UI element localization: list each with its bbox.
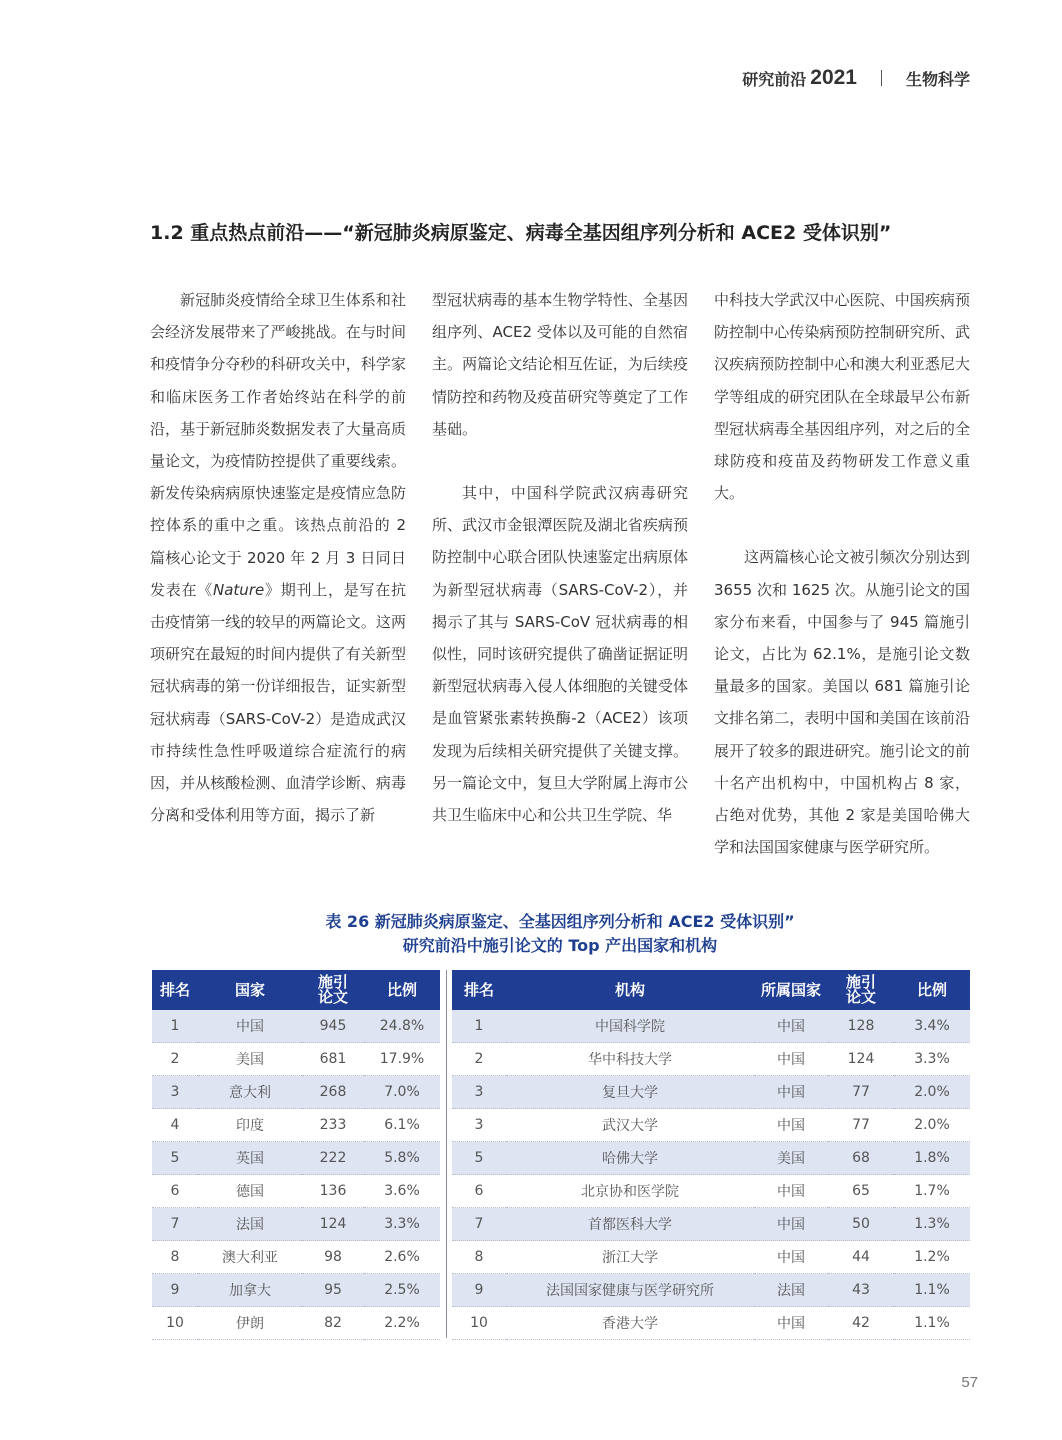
body-text [150,284,972,884]
institution-row [452,1076,970,1109]
cell-share: 24.8% [364,1010,440,1043]
country-row [152,1076,440,1109]
cell-papers: 44 [828,1241,894,1274]
cell-rank: 8 [152,1241,198,1274]
cell-share: 3.6% [364,1175,440,1208]
table-divider [446,970,447,1338]
cell-rank: 7 [452,1208,506,1241]
header-year: 2021 [810,66,857,89]
country-row [152,1043,440,1076]
col-header-papers-line-2: 论文 [317,988,348,1006]
journal-name: Nature [213,580,265,599]
cell-share: 2.0% [894,1076,970,1109]
cell-share: 1.2% [894,1241,970,1274]
institution-row [452,1307,970,1340]
cell-papers: 77 [828,1109,894,1142]
cell-rank: 5 [152,1142,198,1175]
cell-share: 1.7% [894,1175,970,1208]
cell-country: 中国 [754,1109,828,1142]
table-caption-line-2: 研究前沿中施引论文的 Top 产出国家和机构 [402,936,718,955]
cell-rank: 10 [452,1307,506,1340]
text-column-2 [432,284,688,831]
paragraph-2-continued: 中科技大学武汉中心医院、中国疾病预防控制中心传染病预防控制研究所、武汉疾病预防控制中心和澳大利亚悉尼大学等组成的研究团队在全球最早公布新型冠状病毒全基因组序列，对之后的全球防疫和疫苗及药物研发工作意义重大。 [714,291,970,503]
cell-share: 6.1% [364,1109,440,1142]
cell-institution: 武汉大学 [506,1109,754,1142]
cell-country: 中国 [754,1175,828,1208]
cell-papers: 136 [302,1175,364,1208]
country-row [152,1274,440,1307]
country-row [152,1241,440,1274]
cell-rank: 3 [452,1109,506,1142]
paragraph-1 [150,284,406,831]
header-field: 生物科学 [905,69,970,89]
cell-share: 2.6% [364,1241,440,1274]
institution-row [452,1175,970,1208]
cell-papers: 42 [828,1307,894,1340]
cell-country: 英国 [198,1142,302,1175]
cell-country: 中国 [754,1241,828,1274]
cell-share: 3.3% [364,1208,440,1241]
running-header [742,64,970,92]
cell-institution: 香港大学 [506,1307,754,1340]
cell-rank: 5 [452,1142,506,1175]
institution-row [452,1010,970,1043]
cell-rank: 8 [452,1241,506,1274]
cell-country: 印度 [198,1109,302,1142]
cell-papers: 68 [828,1142,894,1175]
institution-row [452,1109,970,1142]
cell-country: 美国 [198,1043,302,1076]
cell-country: 美国 [754,1142,828,1175]
col-header-rank: 排名 [152,970,198,1010]
country-row [152,1175,440,1208]
cell-institution: 法国国家健康与医学研究所 [506,1274,754,1307]
institution-row [452,1043,970,1076]
cell-country: 意大利 [198,1076,302,1109]
table-caption [150,910,970,958]
cell-rank: 2 [452,1043,506,1076]
cell-papers: 50 [828,1208,894,1241]
page-number: 57 [961,1374,978,1391]
cell-institution: 华中科技大学 [506,1043,754,1076]
cell-country: 中国 [754,1043,828,1076]
country-row [152,1307,440,1340]
cell-country: 法国 [198,1208,302,1241]
paragraph-1-part-b: 》期刊上，是写在抗击疫情第一线的较早的两篇论文。这两项研究在最短的时间内提供了有关新型冠状病毒的第一份详细报告，证实新型冠状病毒（SARS-CoV-2）是造成武汉市持续性急性呼吸道综合症流行的病因，并从核酸检测、血清学诊断、病毒分离和受体利用等方面，揭示了新 [150,580,406,825]
text-column-1 [150,284,406,831]
header-series: 研究前沿 [742,69,807,89]
col-header-papers-line-1: 施引 [317,973,348,991]
cell-institution: 哈佛大学 [506,1142,754,1175]
cell-share: 1.1% [894,1307,970,1340]
cell-papers: 233 [302,1109,364,1142]
cell-share: 3.3% [894,1043,970,1076]
paragraph-3: 这两篇核心论文被引频次分别达到 3655 次和 1625 次。从施引论文的国家分布来看，中国参与了 945 篇施引论文，占比为 62.1%，是施引论文数量最多的国家。美国以 681 篇施引论文排名第二，表明中国和美国在该前沿展开了较多的跟进研究。施引论文的前十名产出机构中，中国机构占 8 家，占绝对优势，其他 2 家是美国哈佛大学和法国国家健康与医学研究所。 [714,548,970,857]
cell-papers: 77 [828,1076,894,1109]
table-caption-line-1: 表 26 新冠肺炎病原鉴定、全基因组序列分析和 ACE2 受体识别” [325,912,795,931]
text-column-3 [714,284,970,863]
cell-papers: 124 [828,1043,894,1076]
cell-institution: 浙江大学 [506,1241,754,1274]
cell-country: 中国 [754,1076,828,1109]
cell-rank: 6 [452,1175,506,1208]
cell-rank: 7 [152,1208,198,1241]
cell-share: 2.5% [364,1274,440,1307]
cell-country: 澳大利亚 [198,1241,302,1274]
institution-row [452,1274,970,1307]
cell-rank: 2 [152,1043,198,1076]
cell-papers: 681 [302,1043,364,1076]
cell-papers: 222 [302,1142,364,1175]
cell-share: 7.0% [364,1076,440,1109]
col-header-rank: 排名 [452,970,506,1010]
cell-share: 1.3% [894,1208,970,1241]
col-header-share: 比例 [894,970,970,1010]
cell-papers: 82 [302,1307,364,1340]
institution-row [452,1241,970,1274]
cell-papers: 128 [828,1010,894,1043]
cell-institution: 首都医科大学 [506,1208,754,1241]
country-row [152,1109,440,1142]
cell-institution: 中国科学院 [506,1010,754,1043]
col-header-institution: 机构 [506,970,754,1010]
paragraph-1-continued: 型冠状病毒的基本生物学特性、全基因组序列、ACE2 受体以及可能的自然宿主。两篇论文结论相互佐证，为后续疫情防控和药物及疫苗研究等奠定了工作基础。 [432,291,688,438]
cell-country: 法国 [754,1274,828,1307]
cell-country: 中国 [754,1208,828,1241]
cell-share: 1.1% [894,1274,970,1307]
paragraph-2: 其中，中国科学院武汉病毒研究所、武汉市金银潭医院及湖北省疾病预防控制中心联合团队快速鉴定出病原体为新型冠状病毒（SARS-CoV-2），并揭示了其与 SARS-CoV 冠状病毒的相似性，同时该研究提供了确凿证据证明新型冠状病毒入侵人体细胞的关键受体是血管紧张素转换酶-2（ACE2）该项发现为后续相关研究提供了关键支撑。另一篇论文中，复旦大学附属上海市公共卫生临床中心和公共卫生学院、华 [432,484,688,825]
institution-table [452,970,970,1340]
cell-rank: 6 [152,1175,198,1208]
col-header-papers-line-2: 论文 [845,988,876,1006]
cell-rank: 9 [152,1274,198,1307]
cell-country: 伊朗 [198,1307,302,1340]
institution-row [452,1208,970,1241]
cell-papers: 124 [302,1208,364,1241]
cell-country: 德国 [198,1175,302,1208]
cell-country: 中国 [754,1010,828,1043]
cell-rank: 1 [152,1010,198,1043]
cell-papers: 98 [302,1241,364,1274]
cell-share: 3.4% [894,1010,970,1043]
cell-share: 2.0% [894,1109,970,1142]
cell-rank: 10 [152,1307,198,1340]
cell-country: 中国 [198,1010,302,1043]
cell-share: 17.9% [364,1043,440,1076]
cell-papers: 43 [828,1274,894,1307]
country-row [152,1208,440,1241]
col-header-papers [302,970,364,1010]
cell-share: 2.2% [364,1307,440,1340]
cell-rank: 3 [452,1076,506,1109]
cell-rank: 9 [452,1274,506,1307]
country-table [152,970,440,1340]
cell-share: 5.8% [364,1142,440,1175]
cell-institution: 复旦大学 [506,1076,754,1109]
paragraph-1-part-a: 新冠肺炎疫情给全球卫生体系和社会经济发展带来了严峻挑战。在与时间和疫情争分夺秒的科研攻关中，科学家和临床医务工作者始终站在科学的前沿，基于新冠肺炎数据发表了大量高质量论文，为疫情防控提供了重要线索。新发传染病病原快速鉴定是疫情应急防控体系的重中之重。该热点前沿的 2 篇核心论文于 2020 年 2 月 3 日同日发表在《 [150,291,406,599]
cell-institution: 北京协和医学院 [506,1175,754,1208]
cell-rank: 1 [452,1010,506,1043]
col-header-country: 国家 [198,970,302,1010]
country-table-header [152,970,440,1010]
col-header-papers-line-1: 施引 [845,973,876,991]
cell-papers: 268 [302,1076,364,1109]
section-title: 1.2 重点热点前沿——“新冠肺炎病原鉴定、病毒全基因组序列分析和 ACE2 受体识别” [150,222,892,244]
cell-papers: 95 [302,1274,364,1307]
cell-country: 中国 [754,1307,828,1340]
col-header-share: 比例 [364,970,440,1010]
country-row [152,1010,440,1043]
institution-table-header [452,970,970,1010]
cell-share: 1.8% [894,1142,970,1175]
col-header-country: 所属国家 [754,970,828,1010]
header-divider [881,70,882,86]
cell-country: 加拿大 [198,1274,302,1307]
institution-row [452,1142,970,1175]
cell-rank: 3 [152,1076,198,1109]
cell-papers: 945 [302,1010,364,1043]
cell-papers: 65 [828,1175,894,1208]
col-header-papers [828,970,894,1010]
country-row [152,1142,440,1175]
cell-rank: 4 [152,1109,198,1142]
